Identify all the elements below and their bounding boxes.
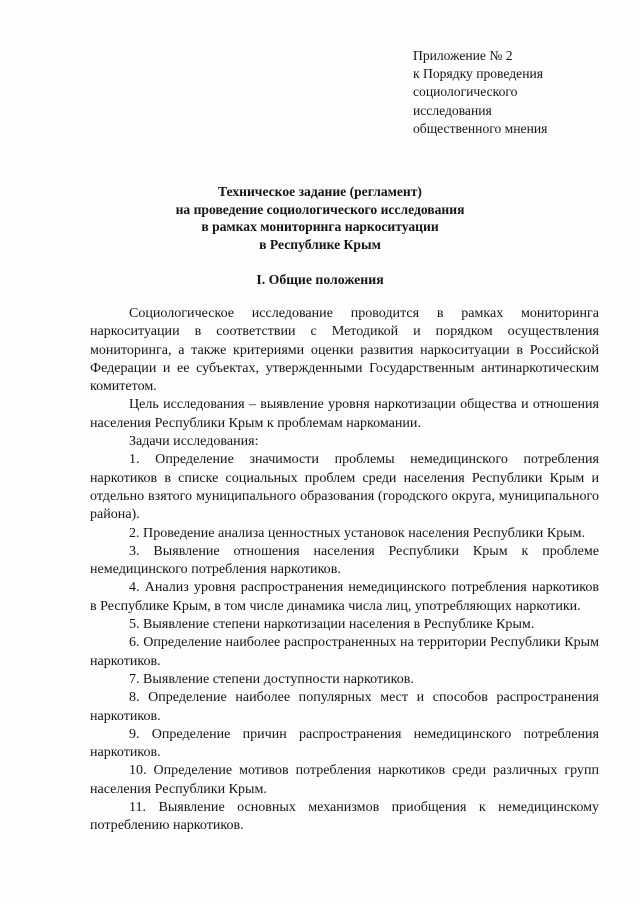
task-item: 10. Определение мотивов потребления наркотиков среди различных групп населения Республики Крым. — [90, 762, 599, 797]
document-title — [0, 183, 640, 253]
task-item: 4. Анализ уровня распространения немедицинского потребления наркотиков в Республике Крым, в том числе динамика числа лиц, употребляющих наркотики. — [90, 579, 599, 614]
title-line: в Республике Крым — [259, 236, 381, 252]
document-body — [90, 304, 599, 835]
task-item: 7. Выявление степени доступности наркотиков. — [129, 670, 414, 687]
task-item: 3. Выявление отношения населения Республики Крым к проблеме немедицинского потребления наркотиков. — [90, 542, 599, 578]
appendix-line: Приложение № 2 — [413, 48, 513, 63]
title-line: в рамках мониторинга наркоситуации — [201, 219, 439, 235]
appendix-line: общественного мнения — [413, 120, 548, 136]
appendix-note — [413, 47, 613, 138]
section-heading: I. Общие положения — [256, 272, 384, 287]
appendix-line: социологического — [413, 84, 518, 100]
task-item: 11. Выявление основных механизмов приобщения к немедицинскому потреблению наркотиков. — [90, 799, 599, 834]
task-item: 2. Проведение анализа ценностных установок населения Республики Крым. — [129, 524, 586, 541]
task-item: 1. Определение значимости проблемы немедицинского потребления наркотиков в списке социальных проблем среди населения Республики Крым и отдельно взятого муниципального образования (городского округа, муниципального района). — [90, 451, 599, 523]
body-paragraph: Задачи исследования: — [129, 433, 259, 450]
task-item: 5. Выявление степени наркотизации населения в Республике Крым. — [129, 616, 535, 633]
body-paragraph: Социологическое исследование проводится в рамках мониторинга наркоситуации в соответствии с Методикой и порядком осуществления мониторинга, а также критериями оценки развития наркоситуации в Российской Федерации и ее субъектах, утвержденными Государственным антинаркотическим комитетом. — [90, 305, 599, 395]
title-line: на проведение социологического исследования — [175, 201, 465, 217]
title-line: Техническое задание (регламент) — [218, 184, 422, 199]
appendix-line: исследования — [413, 102, 492, 118]
task-item: 9. Определение причин распространения немедицинского потребления наркотиков. — [90, 725, 599, 761]
appendix-line: к Порядку проведения — [413, 66, 544, 82]
body-paragraph: Цель исследования – выявление уровня наркотизации общества и отношения населения Республики Крым к проблемам наркомании. — [90, 396, 599, 431]
task-item: 8. Определение наиболее популярных мест и способов распространения наркотиков. — [90, 689, 599, 724]
task-item: 6. Определение наиболее распространенных на территории Республики Крым наркотиков. — [90, 634, 599, 669]
